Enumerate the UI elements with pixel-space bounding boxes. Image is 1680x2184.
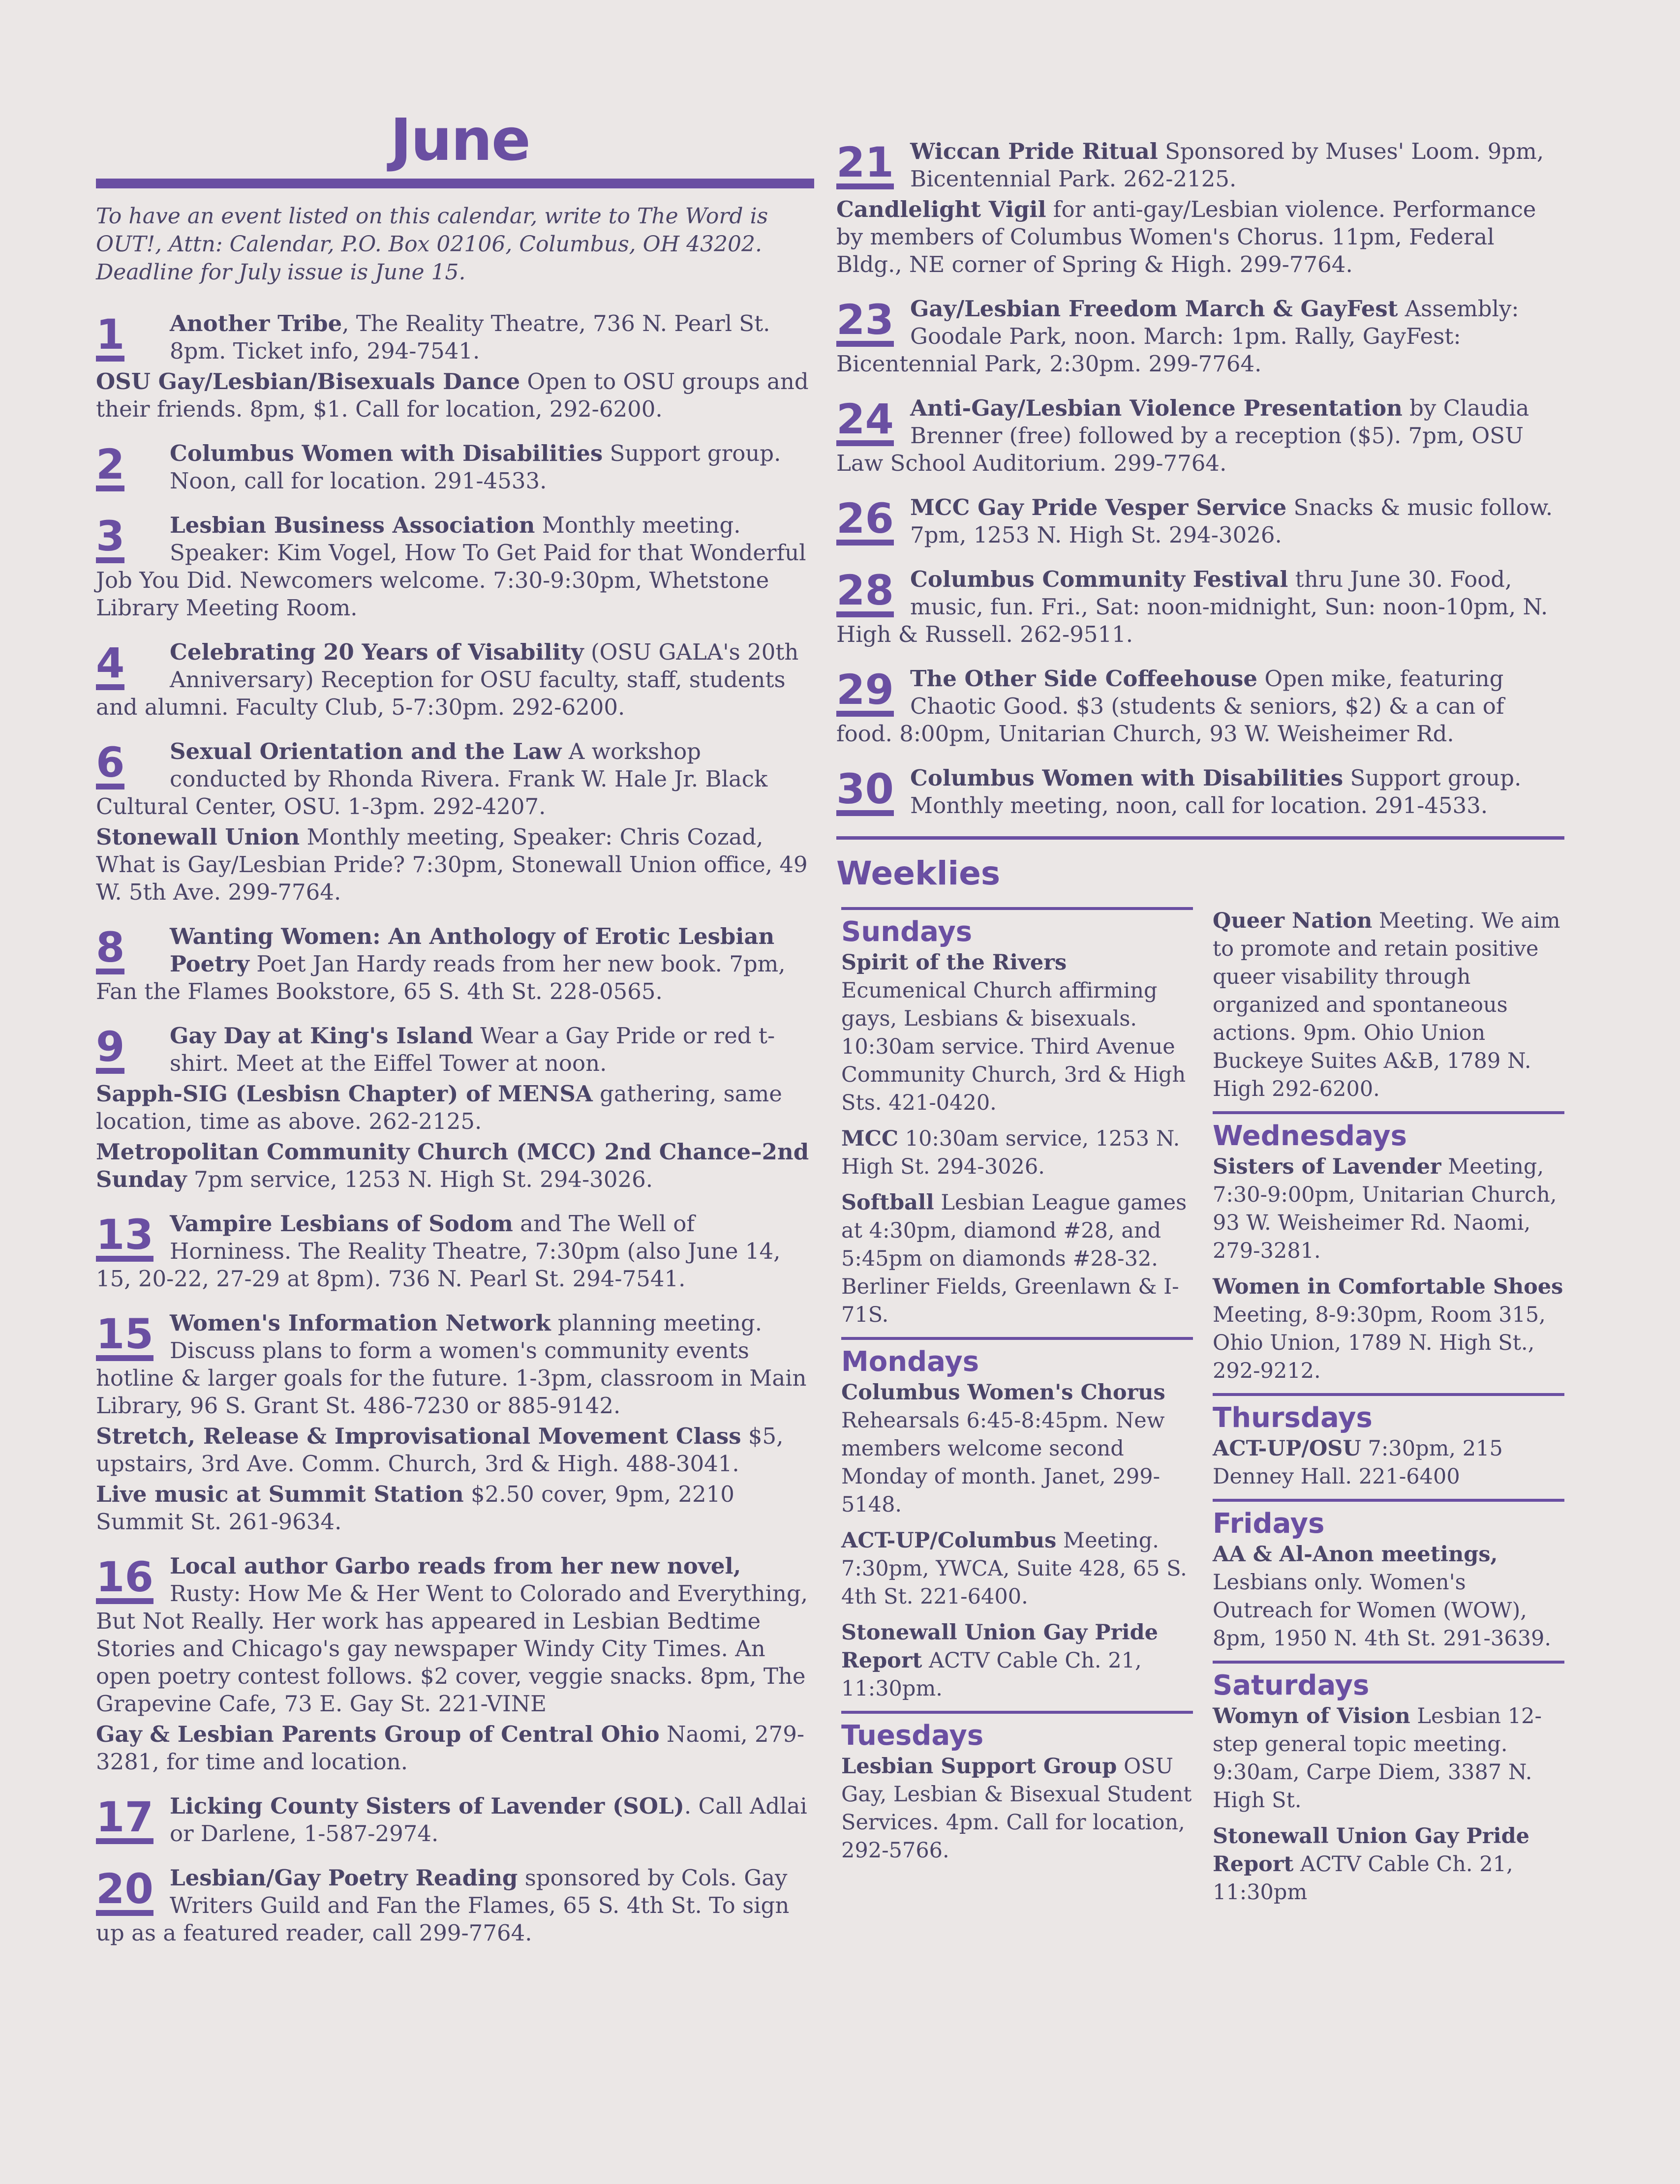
event-title: Softball: [841, 1190, 934, 1215]
event-details: Ecumenical Church affirming gays, Lesbians & bisexuals. 10:30am service. Third Avenue Community Church, 3rd & High Sts. 421-0420.: [841, 978, 1186, 1115]
event-details: Monthly meeting. Speaker: Kim Vogel, How To Get Paid for that Wonderful Job You Did. Newcomers welcome. 7:30-9:30pm, Whetstone Library Meeting Room.: [96, 512, 806, 621]
weekly-event: [841, 1189, 1193, 1329]
event-details: and The Well of Horniness. The Reality Theatre, 7:30pm (also June 14, 15, 20-22, 27-29 at 8pm). 736 N. Pearl St. 294-7541.: [96, 1211, 781, 1292]
weekday-heading: Thursdays: [1213, 1393, 1564, 1432]
event-title: Vampire Lesbians of Sodom: [170, 1211, 513, 1237]
calendar-day: [836, 566, 1564, 651]
event-title: Columbus Community Festival: [910, 566, 1288, 592]
event-title: Columbus Women's Chorus: [841, 1380, 1165, 1405]
event-title: Another Tribe: [170, 310, 342, 336]
calendar-day: [96, 1309, 814, 1539]
weekly-event: [841, 1125, 1193, 1181]
day-number-value: 23: [836, 299, 894, 347]
event-details: by Claudia Brenner (free) followed by a reception ($5). 7pm, OSU Law School Auditorium. 299-7764.: [836, 395, 1529, 476]
event-details: $5, upstairs, 3rd Ave. Comm. Church, 3rd & High. 488-3041.: [96, 1423, 784, 1477]
day-number-value: 2: [96, 443, 124, 491]
event-title: Lesbian/Gay Poetry Reading: [170, 1865, 518, 1891]
title-rule: [96, 179, 814, 188]
weekly-event: [841, 1753, 1193, 1865]
event-title: MCC: [841, 1126, 899, 1151]
event-title: Womyn of Vision: [1213, 1704, 1410, 1729]
calendar-day: [836, 764, 1564, 822]
day-number: [836, 764, 900, 819]
event-details: Meeting, 8-9:30pm, Room 315, Ohio Union, 1789 N. High St., 292-9212.: [1213, 1303, 1546, 1383]
event-title: ACT-UP/OSU: [1213, 1436, 1361, 1461]
day-number: [836, 566, 900, 621]
event-title: Gay/Lesbian Freedom March & GayFest: [910, 296, 1398, 322]
weekday-heading: Wednesdays: [1213, 1111, 1564, 1150]
calendar-day: [96, 1022, 814, 1196]
day-number-value: 30: [836, 768, 894, 816]
event-entry: [836, 394, 1564, 477]
event-title: Local author Garbo reads from her new novel,: [170, 1553, 741, 1579]
event-details: planning meeting. Discuss plans to form a women's community events hotline & larger goals for the future. 1-3pm, classroom in Main Library, 96 S. Grant St. 486-7230 or 885-9142.: [96, 1310, 807, 1419]
day-number-value: 3: [96, 515, 124, 563]
day-number-value: 17: [96, 1796, 153, 1844]
event-title: Stonewall Union Gay Pride Report: [1213, 1824, 1530, 1877]
event-details: Lesbians only. Women's Outreach for Women (WOW), 8pm, 1950 N. 4th St. 291-3639.: [1213, 1570, 1552, 1651]
event-details: Meeting, 7:30-9:00pm, Unitarian Church, 93 W. Weisheimer Rd. Naomi, 279-3281.: [1213, 1154, 1557, 1263]
event-title: MCC Gay Pride Vesper Service: [910, 494, 1287, 520]
event-entry: [96, 1481, 814, 1536]
event-title: Spirit of the Rivers: [841, 950, 1067, 975]
event-entry: [96, 1423, 814, 1478]
day-number: [836, 394, 900, 450]
day-number-value: 24: [836, 398, 894, 446]
event-details: , The Reality Theatre, 736 N. Pearl St. 8pm. Ticket info, 294-7541.: [170, 310, 770, 364]
weekly-event: [1213, 1153, 1564, 1265]
day-number-value: 8: [96, 926, 124, 974]
weekly-event: [841, 949, 1193, 1117]
day-number-value: 26: [836, 497, 894, 546]
event-details: Monthly meeting, Speaker: Chris Cozad, What is Gay/Lesbian Pride? 7:30pm, Stonewall Union office, 49 W. 5th Ave. 299-7764.: [96, 824, 808, 905]
weekly-event: [1213, 1702, 1564, 1815]
event-details: Open to OSU groups and their friends. 8pm, $1. Call for location, 292-6200.: [96, 368, 809, 422]
weeklies-column-b: [1213, 907, 1564, 1914]
event-title: Lesbian Business Association: [170, 512, 535, 538]
right-column: [836, 138, 1564, 1905]
calendar-day: [836, 665, 1564, 751]
event-details: Snacks & music follow. 7pm, 1253 N. High St. 294-3026.: [910, 494, 1553, 548]
day-number: [96, 738, 160, 793]
weekday-heading: Sundays: [841, 907, 1193, 946]
event-entry: [96, 1721, 814, 1776]
event-details: Sponsored by Muses' Loom. 9pm, Bicentennial Park. 262-2125.: [910, 138, 1544, 192]
event-title: AA & Al-Anon meetings,: [1213, 1542, 1498, 1567]
event-entry: [836, 196, 1564, 278]
event-title: Wiccan Pride Ritual: [910, 138, 1158, 164]
event-details: Support group. Monthly meeting, noon, call for location. 291-4533.: [910, 765, 1522, 819]
day-number: [96, 1210, 160, 1265]
event-title: Candlelight Vigil: [836, 196, 1046, 222]
event-title: Columbus Women with Disabilities: [910, 765, 1344, 791]
day-number-value: 15: [96, 1313, 153, 1361]
event-entry: [96, 1210, 814, 1293]
event-details: OSU Gay, Lesbian & Bisexual Student Services. 4pm. Call for location, 292-5766.: [841, 1754, 1192, 1863]
weeklies-rule: [836, 836, 1564, 840]
day-number: [96, 1552, 160, 1608]
event-title: The Other Side Coffeehouse: [910, 666, 1258, 692]
event-title: Women's Information Network: [170, 1310, 551, 1336]
event-entry: [96, 1309, 814, 1420]
event-title: Women in Comfortable Shoes: [1213, 1274, 1563, 1299]
event-title: Lesbian Support Group: [841, 1754, 1117, 1779]
calendar-day: [836, 394, 1564, 480]
event-entry: [96, 738, 814, 820]
calendar-day: [96, 310, 814, 426]
event-entry: [96, 368, 814, 423]
event-title: Metropolitan Community Church (MCC) 2nd Chance–2nd Sunday: [96, 1139, 809, 1192]
event-title: Stonewall Union: [96, 824, 300, 850]
event-entry: [96, 1552, 814, 1718]
event-title: Gay & Lesbian Parents Group of Central Ohio: [96, 1721, 660, 1747]
event-details: Meeting. 7:30pm, YWCA, Suite 428, 65 S. 4th St. 221-6400.: [841, 1528, 1187, 1609]
event-title: ACT-UP/Columbus: [841, 1528, 1057, 1553]
event-details: Lesbian League games at 4:30pm, diamond #28, and 5:45pm on diamonds #28-32. Berliner Fields, Greenlawn & I-71S.: [841, 1190, 1187, 1327]
right-day-list: [836, 138, 1564, 822]
event-details: 7:30pm, 215 Denney Hall. 221-6400: [1213, 1436, 1503, 1489]
event-details: Meeting. We aim to promote and retain positive queer visability through organized and spontaneous actions. 9pm. Ohio Union Buckeye Suites A&B, 1789 N. High 292-6200.: [1213, 909, 1560, 1101]
weekday-heading: Fridays: [1213, 1499, 1564, 1538]
event-entry: [96, 440, 814, 495]
day-number-value: 20: [96, 1868, 153, 1916]
event-details: A workshop conducted by Rhonda Rivera. Frank W. Hale Jr. Black Cultural Center, OSU. 1-3pm. 292-4207.: [96, 738, 768, 819]
day-number-value: 13: [96, 1213, 153, 1262]
calendar-day: [836, 138, 1564, 281]
event-details: Assembly: Goodale Park, noon. March: 1pm. Rally, GayFest: Bicentennial Park, 2:30pm. 299-7764.: [836, 296, 1519, 377]
event-title: Wanting Women: An Anthology of Erotic Lesbian Poetry: [170, 923, 775, 977]
event-entry: [836, 138, 1564, 193]
day-number: [836, 138, 900, 193]
event-title: Sisters of Lavender: [1213, 1154, 1441, 1179]
event-details: Rusty: How Me & Her Went to Colorado and Everything, But Not Really. Her work has appeared in Lesbian Bedtime Stories and Chicago's gay newspaper Windy City Times. An open poetry contest follows. $2 cover, veggie snacks. 8pm, The Grapevine Cafe, 73 E. Gay St. 221-VINE: [96, 1580, 808, 1717]
day-number: [836, 665, 900, 720]
event-entry: [96, 1864, 814, 1947]
day-number: [96, 512, 160, 567]
event-entry: [96, 310, 814, 365]
calendar-day: [96, 1210, 814, 1296]
weekly-event: [1213, 1435, 1564, 1491]
event-details: ACTV Cable Ch. 21, 11:30pm.: [841, 1648, 1142, 1701]
day-number: [96, 310, 160, 365]
event-title: Gay Day at King's Island: [170, 1023, 473, 1049]
day-number-value: 9: [96, 1026, 124, 1074]
event-entry: [836, 764, 1564, 819]
weekday-heading: Saturdays: [1213, 1661, 1564, 1699]
intro-text: To have an event listed on this calendar, write to The Word is OUT!, Attn: Calendar, P.O. Box 02106, Columbus, OH 43202. Deadline for July issue is June 15.: [96, 204, 768, 285]
day-number-value: 6: [96, 741, 124, 789]
event-title: Columbus Women with Disabilities: [170, 440, 603, 466]
event-entry: [836, 665, 1564, 748]
event-details: thru June 30. Food, music, fun. Fri., Sat: noon-midnight, Sun: noon-10pm, N. High & Russell. 262-9511.: [836, 566, 1548, 647]
calendar-day: [96, 1552, 814, 1779]
event-entry: [96, 638, 814, 721]
day-number: [96, 1309, 160, 1365]
event-entry: [96, 512, 814, 622]
event-title: Stretch, Release & Improvisational Movement Class: [96, 1423, 741, 1449]
event-details: $2.50 cover, 9pm, 2210 Summit St. 261-9634.: [96, 1481, 734, 1535]
calendar-day: [836, 295, 1564, 381]
event-entry: [836, 494, 1564, 549]
weekly-event: [1213, 907, 1564, 1103]
weekly-event: [1213, 1822, 1564, 1907]
event-title: Celebrating 20 Years of Visability: [170, 639, 584, 665]
event-details: ACTV Cable Ch. 21, 11:30pm: [1213, 1852, 1513, 1905]
event-details: 10:30am service, 1253 N. High St. 294-3026.: [841, 1126, 1180, 1179]
event-details: 7pm service, 1253 N. High St. 294-3026.: [186, 1166, 653, 1192]
event-entry: [96, 1138, 814, 1193]
event-entry: [836, 566, 1564, 648]
day-number-value: 16: [96, 1556, 153, 1604]
calendar-day: [96, 738, 814, 909]
event-title: Stonewall Union Gay Pride Report: [841, 1620, 1159, 1673]
calendar-day: [96, 923, 814, 1008]
event-title: Live music at Summit Station: [96, 1481, 464, 1507]
event-title: Anti-Gay/Lesbian Violence Presentation: [910, 395, 1403, 421]
event-entry: [836, 295, 1564, 378]
event-details: Rehearsals 6:45-8:45pm. New members welcome second Monday of month. Janet, 299-5148.: [841, 1408, 1165, 1517]
day-number: [836, 494, 900, 549]
event-details: sponsored by Cols. Gay Writers Guild and Fan the Flames, 65 S. 4th St. To sign up as a featured reader, call 299-7764.: [96, 1865, 790, 1946]
weekday-heading: Tuesdays: [841, 1711, 1193, 1750]
event-details: Poet Jan Hardy reads from her new book. 7pm, Fan the Flames Bookstore, 65 S. 4th St. 228-0565.: [96, 951, 786, 1004]
day-number: [96, 638, 160, 694]
event-details: gathering, same location, time as above. 262-2125.: [96, 1081, 782, 1134]
calendar-day: [96, 1864, 814, 1950]
event-entry: [96, 1022, 814, 1077]
event-title: Sapph-SIG (Lesbisn Chapter) of MENSA: [96, 1081, 593, 1107]
weekly-event: [1213, 1541, 1564, 1653]
calendar-day: [96, 1792, 814, 1850]
calendar-day: [836, 494, 1564, 552]
day-number: [96, 1864, 160, 1919]
day-number-value: 28: [836, 569, 894, 617]
event-entry: [96, 923, 814, 1005]
weekly-event: [841, 1527, 1193, 1611]
event-entry: [96, 823, 814, 906]
event-title: Licking County Sisters of Lavender (SOL): [170, 1793, 684, 1819]
weeklies-column-a: [841, 907, 1193, 1873]
day-number-value: 29: [836, 668, 894, 717]
day-number-value: 1: [96, 313, 124, 362]
day-number-value: 21: [836, 141, 894, 189]
calendar-day: [96, 638, 814, 724]
event-details: Wear a Gay Pride or red t-shirt. Meet at the Eiffel Tower at noon.: [170, 1023, 775, 1076]
weeklies-title: Weeklies: [836, 854, 1001, 892]
day-number: [96, 440, 160, 495]
left-day-list: [96, 310, 814, 1950]
weekly-event: [841, 1619, 1193, 1703]
day-number-value: 4: [96, 642, 124, 690]
month-title: June: [390, 106, 530, 174]
event-title: Queer Nation: [1213, 909, 1373, 933]
event-details: Naomi, 279-3281, for time and location.: [96, 1721, 805, 1775]
event-entry: [96, 1792, 814, 1848]
event-details: Support group. Noon, call for location. 291-4533.: [170, 440, 781, 494]
event-entry: [96, 1080, 814, 1135]
day-number: [96, 1022, 160, 1077]
left-column: [96, 106, 814, 1964]
event-title: OSU Gay/Lesbian/Bisexuals Dance: [96, 368, 520, 394]
event-title: Sexual Orientation and the Law: [170, 738, 562, 764]
day-number: [96, 1792, 160, 1848]
day-number: [836, 295, 900, 350]
event-details: for anti-gay/Lesbian violence. Performance by members of Columbus Women's Chorus. 11pm, Federal Bldg., NE corner of Spring & High. 299-7764.: [836, 196, 1536, 277]
day-number: [96, 923, 160, 978]
event-details: Open mike, featuring Chaotic Good. $3 (students & seniors, $2) & a can of food. 8:00pm, Unitarian Church, 93 W. Weisheimer Rd.: [836, 666, 1504, 747]
weekday-heading: Mondays: [841, 1337, 1193, 1376]
calendar-day: [96, 512, 814, 625]
event-details: . Call Adlai or Darlene, 1-587-2974.: [170, 1793, 807, 1847]
event-details: Lesbian 12-step general topic meeting. 9:30am, Carpe Diem, 3387 N. High St.: [1213, 1704, 1542, 1813]
event-details: (OSU GALA's 20th Anniversary) Reception for OSU faculty, staff, students and alumni. Faculty Club, 5-7:30pm. 292-6200.: [96, 639, 799, 720]
calendar-day: [96, 440, 814, 498]
weekly-event: [1213, 1273, 1564, 1385]
weekly-event: [841, 1379, 1193, 1519]
